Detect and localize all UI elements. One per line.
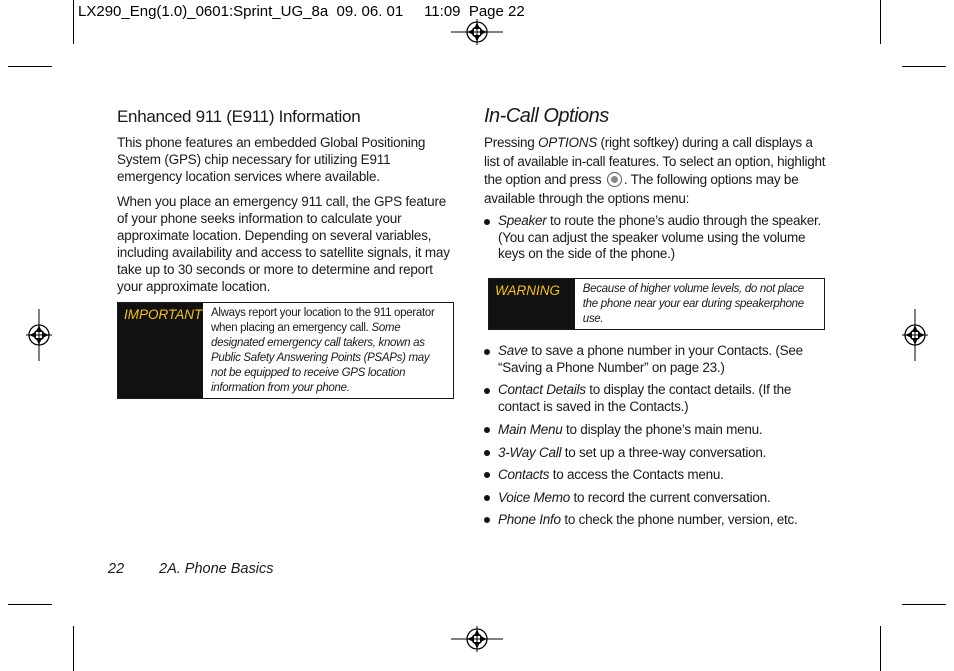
important-text xyxy=(203,303,453,398)
important-text-plain: Always report your location to the 911 operator when placing an emergency call. xyxy=(211,307,435,334)
intro-text-1: Pressing xyxy=(484,135,539,150)
bullet-icon xyxy=(484,472,490,478)
option-term: 3-Way Call xyxy=(498,444,562,460)
bullet-icon xyxy=(484,427,490,433)
option-description: to save a phone number in your Contacts. (See “Saving a Phone Number” on page 23.) xyxy=(498,343,803,375)
option-term: Main Menu xyxy=(498,422,563,437)
bullet-icon xyxy=(484,450,490,456)
registration-mark-left-icon xyxy=(26,309,52,361)
page-title: In-Call Options xyxy=(484,105,609,127)
crop-mark-top-right-horizontal xyxy=(902,66,946,67)
important-text-italic: Some designated emergency call takers, known as Public Safety Answering Points (PSAPs) may not be equipped to receive GPS location information from your phone. xyxy=(211,322,430,394)
option-description: to access the Contacts menu. xyxy=(549,467,724,482)
option-description: to set up a three-way conversation. xyxy=(561,444,767,460)
option-description: to check the phone number, version, etc. xyxy=(560,512,798,527)
warning-text: Because of higher volume levels, do not place the phone near your ear during speakerphone use. xyxy=(582,283,804,325)
option-term: Contact Details xyxy=(498,382,586,397)
option-term: Speaker xyxy=(498,213,547,228)
important-callout xyxy=(117,302,454,399)
bullet-icon xyxy=(484,495,490,501)
crop-mark-bottom-left-horizontal xyxy=(8,604,52,605)
bullet-icon xyxy=(484,219,490,225)
option-term: Phone Info xyxy=(498,512,561,527)
option-term: Contacts xyxy=(498,467,550,482)
option-term: Voice Memo xyxy=(498,489,571,505)
intro-text-3: . The following options may be available through the options menu: xyxy=(484,172,799,206)
list-item xyxy=(484,421,829,440)
footer-page-number: 22 xyxy=(108,561,125,577)
list-item xyxy=(484,511,829,530)
registration-mark-top-icon xyxy=(451,19,503,45)
option-description: to route the phone’s audio through the speaker. (You can adjust the speaker volume using the volume keys on the side of the phone.) xyxy=(498,213,822,261)
e911-paragraph-2: When you place an emergency 911 call, the GPS feature of your phone seeks information to calculate your approximate location. Depending on several variables, including availability and access to satellite signals, it may take up to 30 seconds or more to determine and report your approximate location. xyxy=(117,194,450,294)
in-call-options-list xyxy=(484,343,829,530)
list-item xyxy=(484,489,829,508)
list-item xyxy=(484,343,829,376)
crop-mark-top-right-vertical xyxy=(880,0,881,44)
footer-section-name: 2A. Phone Basics xyxy=(159,561,274,577)
bullet-icon xyxy=(484,388,490,394)
crop-mark-top-left-vertical xyxy=(73,0,74,44)
e911-paragraph-1: This phone features an embedded Global Positioning System (GPS) chip necessary for utilizing E911 emergency location services where available. xyxy=(117,135,426,184)
list-item xyxy=(484,213,829,263)
crop-mark-bottom-right-vertical xyxy=(880,626,881,671)
list-item xyxy=(484,382,829,415)
option-description: to display the contact details. (If the contact is saved in the Contacts.) xyxy=(498,382,792,414)
options-softkey-label: OPTIONS xyxy=(538,135,598,150)
registration-mark-bottom-icon xyxy=(451,626,503,652)
bullet-icon xyxy=(484,517,490,523)
important-label: IMPORTANT xyxy=(118,303,203,398)
printer-slug: LX290_Eng(1.0)_0601:Sprint_UG_8a 09. 06. 01 11:09 Page 22 xyxy=(78,3,525,20)
crop-mark-top-left-horizontal xyxy=(8,66,52,67)
crop-mark-bottom-right-horizontal xyxy=(902,604,946,605)
crop-mark-bottom-left-vertical xyxy=(73,626,74,671)
ok-key-icon xyxy=(607,172,622,187)
speaker-list xyxy=(484,213,829,263)
option-term: Save xyxy=(498,343,528,358)
intro-text-2: (right softkey) during a call displays a list of available in-call features. To select an option, highlight the option and press xyxy=(484,135,826,187)
registration-mark-right-icon xyxy=(902,309,928,361)
section-heading: Enhanced 911 (E911) Information xyxy=(117,107,361,126)
option-description: to display the phone’s main menu. xyxy=(562,422,763,437)
list-item xyxy=(484,444,829,463)
list-item xyxy=(484,466,829,485)
in-call-intro xyxy=(484,134,829,208)
bullet-icon xyxy=(484,349,490,355)
warning-label: WARNING xyxy=(489,279,575,329)
warning-callout xyxy=(488,278,825,330)
option-description: to record the current conversation. xyxy=(570,489,771,505)
